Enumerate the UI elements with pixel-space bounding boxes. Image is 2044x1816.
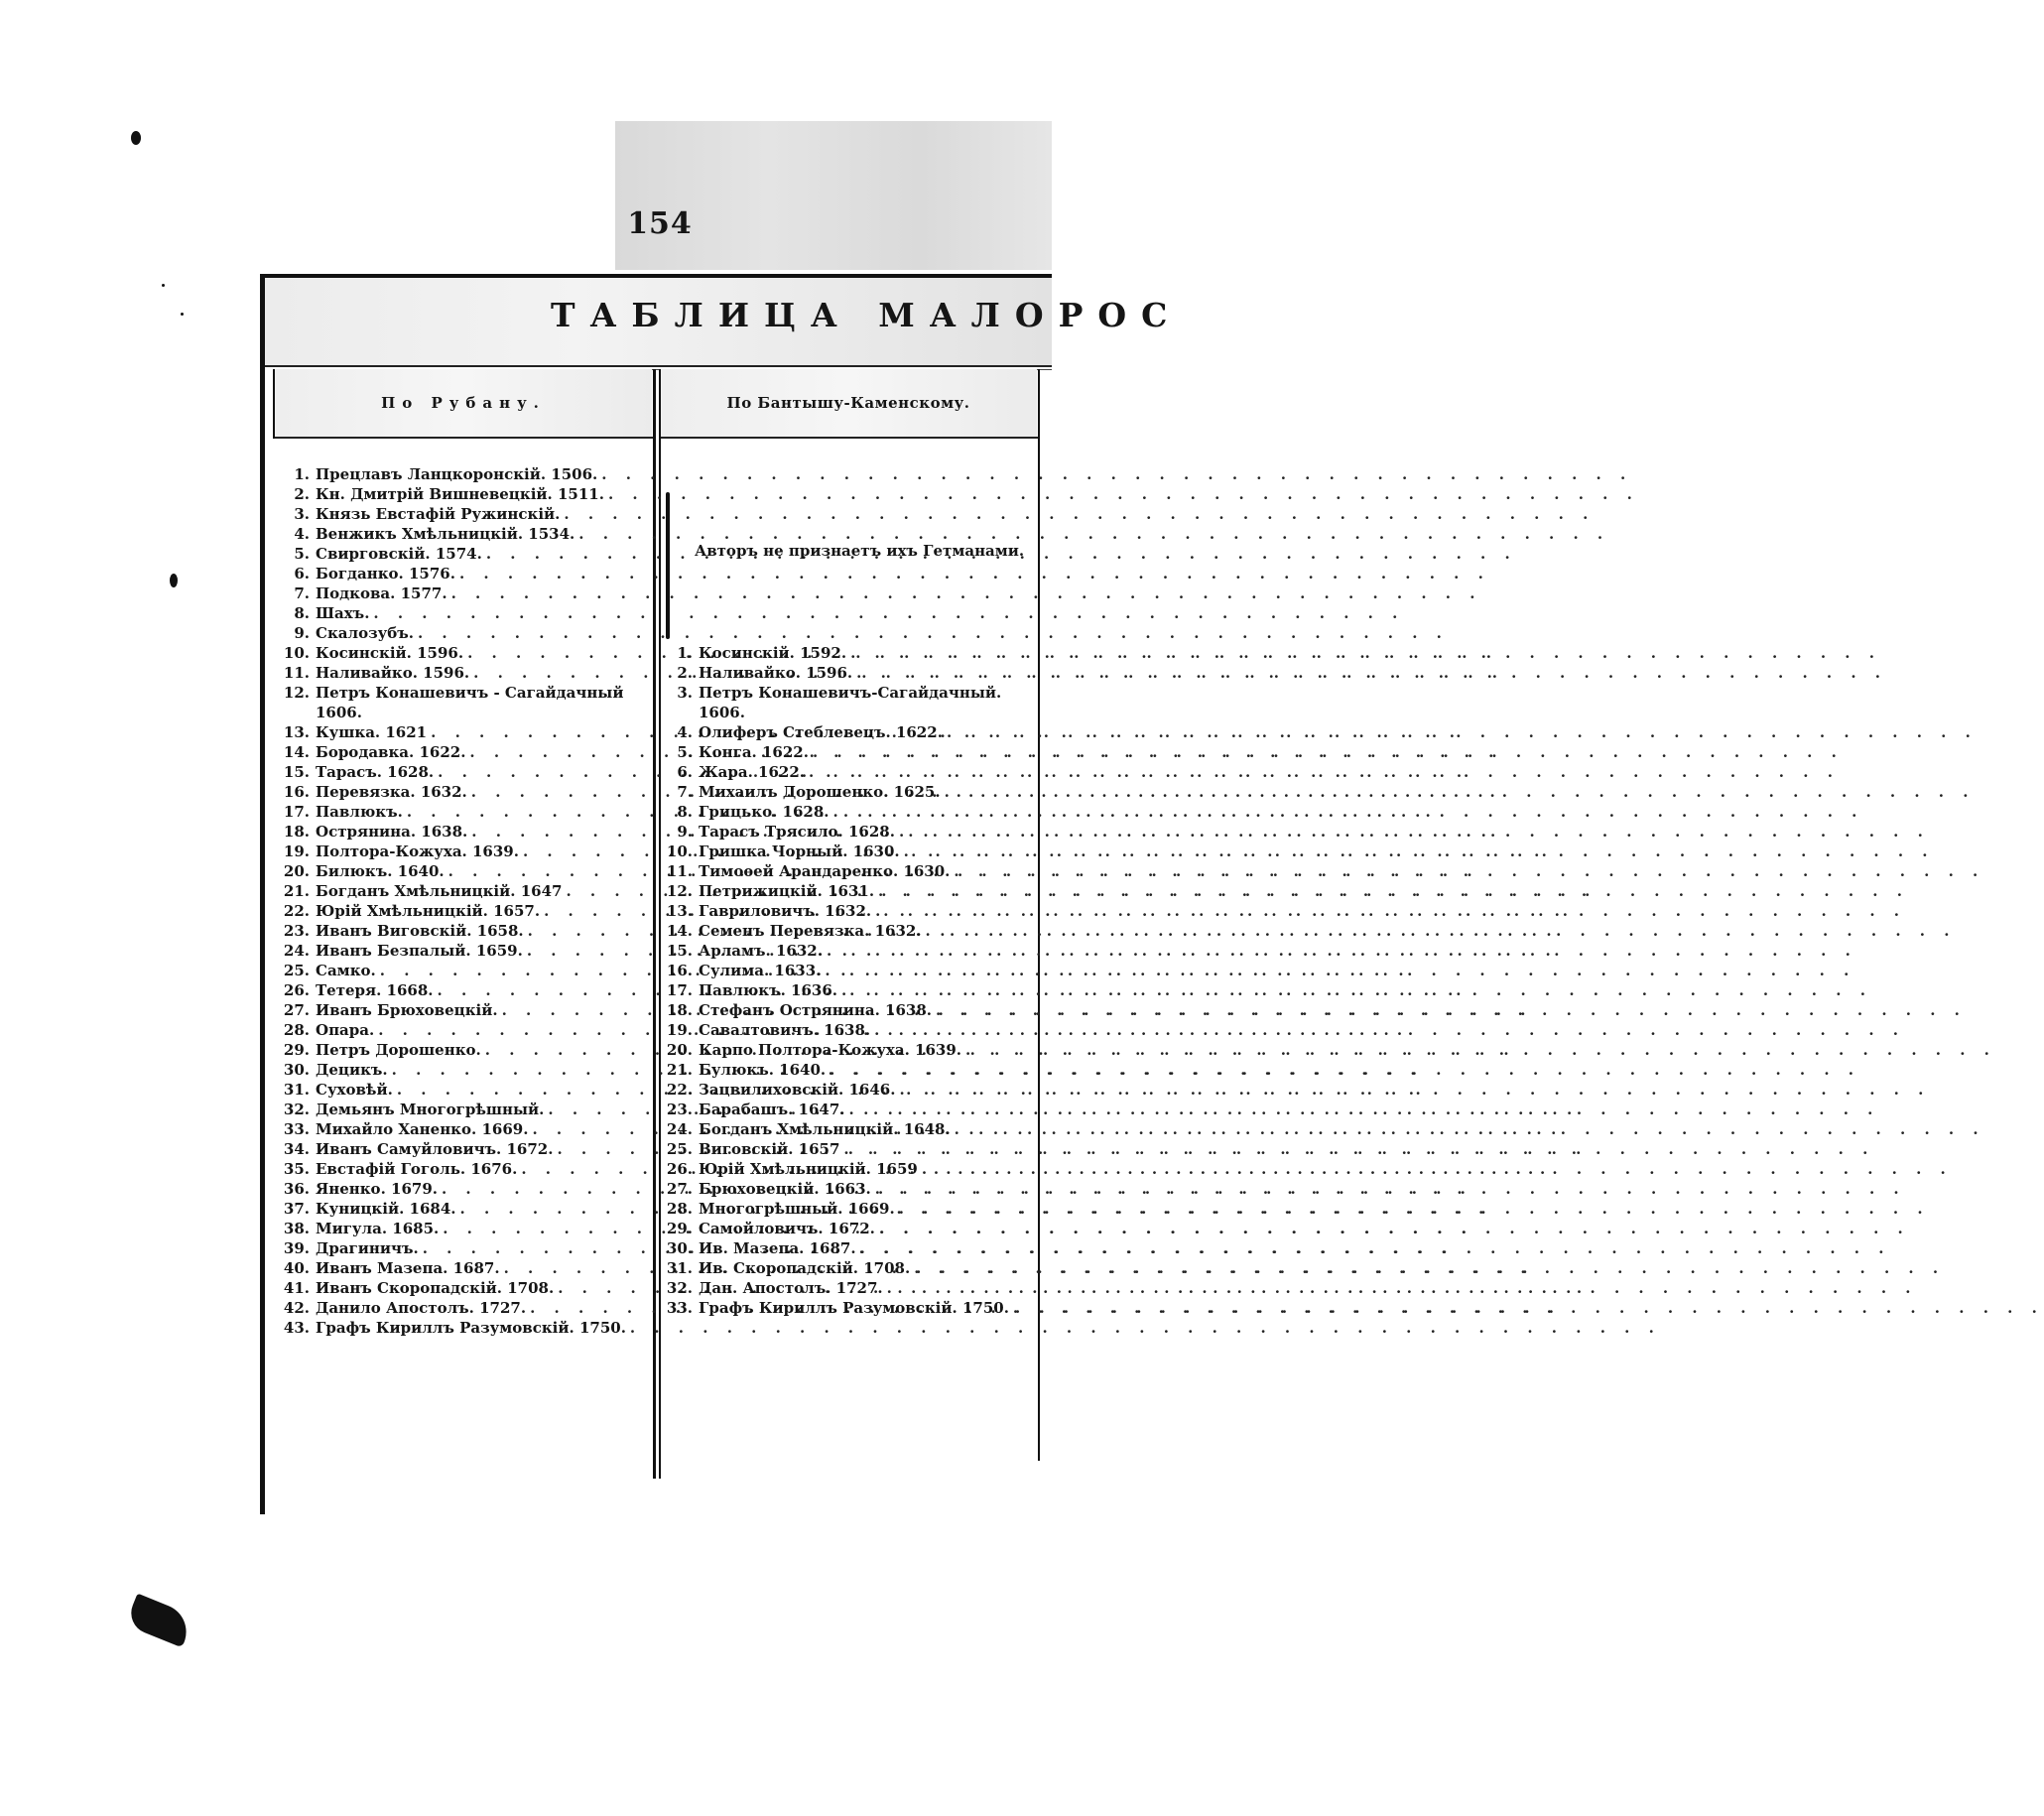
item-number: 21. [283, 882, 310, 900]
item-number: 8. [294, 604, 310, 622]
list-item [657, 762, 1034, 782]
item-text: Иванъ Мазепа. 1687. [316, 1259, 500, 1277]
item-text: Евстафій Гоголь. 1676. [316, 1160, 518, 1178]
item-text: Зацвилиховскій. 1646. [699, 1081, 896, 1099]
list-item [274, 782, 649, 802]
leader-dots [809, 742, 1844, 762]
list-item [274, 564, 649, 584]
ink-blot [125, 1594, 194, 1648]
list-item [657, 782, 1034, 802]
item-text: Графъ Кириллъ Разумовскій. 1750. [699, 1299, 1009, 1317]
list-item [274, 1298, 649, 1318]
item-number: 2. [677, 664, 693, 682]
item-text: Иванъ Безпалый. 1659. [316, 942, 523, 960]
item-number: 6. [294, 565, 310, 583]
item-number: 27. [666, 1180, 693, 1198]
list-item [274, 722, 649, 742]
item-number: 34. [283, 1140, 310, 1158]
list-item [657, 1159, 1034, 1179]
item-number: 10. [666, 843, 693, 860]
item-text: Драгиничъ. [316, 1239, 419, 1257]
list-item [657, 643, 1034, 663]
list-item [657, 1179, 1034, 1199]
right-column-header: По Бантышу-Каменскому. [660, 369, 1037, 437]
item-number: 5. [677, 743, 693, 761]
item-continuation: 1606. [699, 704, 745, 721]
list-item [274, 961, 649, 980]
list-item [657, 1258, 1034, 1278]
right-header-rule [660, 437, 1039, 439]
item-number: 41. [283, 1279, 310, 1297]
list-item [274, 524, 649, 544]
list-item [274, 980, 649, 1000]
leader-dots [837, 980, 1872, 1000]
item-number: 18. [283, 823, 310, 841]
leader-dots [369, 603, 1404, 623]
item-text: Петрижицкій. 1631. [699, 882, 875, 900]
item-text: Виговскій. 1657 [699, 1140, 840, 1158]
item-number: 1. [294, 465, 310, 483]
left-column-header: По Рубану. [275, 369, 652, 437]
item-number: 13. [666, 902, 693, 920]
item-text: Перевязка. 1632. [316, 783, 467, 801]
item-number: 18. [666, 1001, 693, 1019]
list-item [657, 1278, 1034, 1298]
list-item [274, 1060, 649, 1080]
item-number: 31. [283, 1081, 310, 1099]
item-number: 25. [283, 962, 310, 979]
item-number: 4. [677, 723, 693, 741]
item-number: 20. [283, 862, 310, 880]
item-number: 35. [283, 1160, 310, 1178]
list-item [657, 1238, 1034, 1258]
item-number: 23. [283, 922, 310, 940]
item-number: 42. [283, 1299, 310, 1317]
item-number: 16. [283, 783, 310, 801]
list-item [657, 842, 1034, 861]
item-text: Грицько. 1628. [699, 803, 830, 821]
item-text: Князь Евстафій Ружинскій. [316, 505, 561, 523]
list-item [657, 901, 1034, 921]
item-number: 13. [283, 723, 310, 741]
leader-dots [895, 822, 1930, 842]
item-text: Венжикъ Хмѣльницкій. 1534. [316, 525, 575, 543]
leader-dots [829, 802, 1863, 822]
list-item [274, 544, 649, 564]
item-number: 39. [283, 1239, 310, 1257]
item-number: 40. [283, 1259, 310, 1277]
item-number: 22. [666, 1081, 693, 1099]
list-item [657, 1060, 1034, 1080]
list-item [657, 1100, 1034, 1119]
ink-speck [162, 284, 165, 287]
item-number: 7. [677, 783, 693, 801]
item-number: 7. [294, 584, 310, 602]
item-number: 30. [666, 1239, 693, 1257]
bracket [666, 492, 670, 639]
item-number: 12. [666, 882, 693, 900]
item-number: 15. [666, 942, 693, 960]
list-item [657, 961, 1034, 980]
leader-dots [626, 1318, 1661, 1338]
item-number: 2. [294, 485, 310, 503]
item-text: Кн. Дмитрій Вишневецкій. 1511. [316, 485, 604, 503]
item-number: 28. [283, 1021, 310, 1039]
item-text: Богданъ Хмѣльницкій. 1647 [316, 882, 563, 900]
list-item [657, 1219, 1034, 1238]
item-text: Многогрѣшный. 1669. [699, 1200, 895, 1218]
item-text: Юрій Хмѣльницкій. 1657. [316, 902, 541, 920]
item-text: Подкова. 1577. [316, 584, 447, 602]
item-number: 21. [666, 1061, 693, 1079]
item-text: Тетеря. 1668. [316, 981, 434, 999]
item-text: Кушка. 1621 [316, 723, 428, 741]
item-number: 10. [283, 644, 310, 662]
list-item [274, 663, 649, 683]
item-number: 32. [666, 1279, 693, 1297]
item-text: Тарасъ Трясило. 1628. [699, 823, 895, 841]
list-item [274, 742, 649, 762]
item-text: Булюкъ. 1640. [699, 1061, 827, 1079]
table-frame-left [260, 274, 265, 1514]
leader-dots [856, 1238, 1891, 1258]
list-item [274, 901, 649, 921]
item-text: Косинскій. 1592. [699, 644, 847, 662]
item-text: Наливайко. 1596. [316, 664, 470, 682]
item-number: 33. [283, 1120, 310, 1138]
left-column-edge [273, 369, 275, 439]
item-text: Гришка Чорный. 1630. [699, 843, 900, 860]
item-number: 3. [294, 505, 310, 523]
item-text: Иванъ Брюховецкій. [316, 1001, 498, 1019]
list-item [274, 1000, 649, 1020]
list-item [657, 1139, 1034, 1159]
list-item [657, 980, 1034, 1000]
leader-dots [604, 484, 1639, 504]
item-number: 19. [283, 843, 310, 860]
leader-dots [871, 901, 1906, 921]
item-text: Суховѣй. [316, 1081, 393, 1099]
item-text: Петръ Конашевичъ-Сагайдачный. [699, 684, 1002, 702]
leader-dots [845, 1100, 1880, 1119]
leader-dots [821, 961, 1855, 980]
item-number: 25. [666, 1140, 693, 1158]
leader-dots [910, 1258, 1945, 1278]
leader-dots [922, 921, 1957, 941]
list-item [274, 1040, 649, 1060]
leader-dots [918, 1159, 1953, 1179]
item-text: Петръ Дорошенко. [316, 1041, 481, 1059]
list-item [274, 921, 649, 941]
list-item [274, 881, 649, 901]
item-number: 11. [666, 862, 693, 880]
item-text: Острянина. 1638. [316, 823, 468, 841]
list-item [274, 1199, 649, 1219]
item-text: Наливайко. 1596. [699, 664, 853, 682]
list-item [657, 822, 1034, 842]
right-note: Авторъ не признаетъ ихъ Гетманами. [695, 542, 1025, 560]
list-item [274, 842, 649, 861]
item-text: Прецлавъ Ланцкоронскій. 1506. [316, 465, 598, 483]
list-item [274, 643, 649, 663]
item-text: Графъ Кириллъ Разумовскій. 1750. [316, 1319, 626, 1337]
item-text: Савалтовичъ. 1638. [699, 1021, 871, 1039]
leader-dots [846, 643, 1881, 663]
list-item [274, 683, 649, 722]
item-text: Петръ Конашевичъ - Сагайдачный [316, 684, 624, 702]
leader-dots [839, 1139, 1874, 1159]
item-number: 37. [283, 1200, 310, 1218]
leader-dots [870, 1020, 1905, 1040]
ink-speck [181, 313, 184, 316]
leader-dots [895, 1080, 1930, 1100]
item-text: Стефанъ Острянина. 1638. [699, 1001, 933, 1019]
item-text: Павлюкъ. [316, 803, 403, 821]
item-text: Шахъ. [316, 604, 370, 622]
item-text: Павлюкъ. 1636. [699, 981, 838, 999]
item-number: 28. [666, 1200, 693, 1218]
leader-dots [875, 1219, 1910, 1238]
item-number: 26. [666, 1160, 693, 1178]
item-number: 1. [677, 644, 693, 662]
table-title: ТАБЛИЦА МАЛОРОС [551, 296, 1183, 334]
item-text: Гавриловичъ. 1632. [699, 902, 872, 920]
leader-dots [560, 504, 1595, 524]
item-number: 6. [677, 763, 693, 781]
list-item [274, 802, 649, 822]
list-item [274, 1080, 649, 1100]
item-text: Конга. 1622. [699, 743, 809, 761]
item-number: 24. [666, 1120, 693, 1138]
item-text: Иванъ Виговскій. 1658. [316, 922, 524, 940]
list-item [657, 1000, 1034, 1020]
list-item [274, 861, 649, 881]
list-item [274, 822, 649, 842]
list-item [657, 1080, 1034, 1100]
leader-dots [871, 1179, 1906, 1199]
list-item [274, 584, 649, 603]
item-number: 9. [294, 624, 310, 642]
list-item [274, 1318, 649, 1338]
item-text: Тарасъ. 1628. [316, 763, 435, 781]
list-item [657, 1020, 1034, 1040]
leader-dots [895, 1199, 1930, 1219]
list-item [657, 663, 1034, 683]
list-item [274, 504, 649, 524]
item-text: Иванъ Скоропадскій. 1708. [316, 1279, 555, 1297]
item-number: 29. [283, 1041, 310, 1059]
leader-dots [883, 1278, 1918, 1298]
item-number: 38. [283, 1220, 310, 1237]
item-number: 26. [283, 981, 310, 999]
scan-shading [615, 121, 1052, 270]
page-number: 154 [627, 206, 693, 241]
item-number: 33. [666, 1299, 693, 1317]
leader-dots [941, 782, 1976, 802]
leader-dots [1009, 1298, 2044, 1318]
item-number: 3. [677, 684, 693, 702]
list-item [657, 1298, 1034, 1318]
item-number: 19. [666, 1021, 693, 1039]
list-item [274, 623, 649, 643]
item-text: Демьянъ Многогрѣшный. [316, 1101, 545, 1118]
item-text: Жара. 1622. [699, 763, 806, 781]
item-text: Бородавка. 1622. [316, 743, 466, 761]
leader-dots [805, 762, 1840, 782]
item-text: Децикъ. [316, 1061, 388, 1079]
list-item [274, 1100, 649, 1119]
list-item [274, 464, 649, 484]
leader-dots [455, 564, 1490, 584]
list-item [274, 484, 649, 504]
leader-dots [943, 722, 1978, 742]
item-number: 29. [666, 1220, 693, 1237]
list-item [274, 762, 649, 782]
list-item [657, 1199, 1034, 1219]
right-ruler-list [657, 643, 1034, 1318]
item-number: 24. [283, 942, 310, 960]
item-text: Тимоѳей Арандаренко. 1630. [699, 862, 951, 880]
title-rule [265, 365, 1052, 367]
item-text: Опара. [316, 1021, 375, 1039]
item-text: Барабашъ. 1647. [699, 1101, 845, 1118]
list-item [274, 1179, 649, 1199]
item-text: Юрій Хмѣльницкій. 1659 [699, 1160, 918, 1178]
item-number: 8. [677, 803, 693, 821]
leader-dots [932, 1000, 1967, 1020]
item-text: Куницкій. 1684. [316, 1200, 456, 1218]
leader-dots [961, 1040, 1996, 1060]
item-text: Арламъ. 1632. [699, 942, 823, 960]
item-text: Карпо Полтора-Кожуха. 1639. [699, 1041, 962, 1059]
leader-dots [597, 464, 1632, 484]
list-item [274, 1119, 649, 1139]
item-text: Яненко. 1679. [316, 1180, 438, 1198]
item-text: Сулима. 1633. [699, 962, 822, 979]
list-item [657, 881, 1034, 901]
item-number: 43. [283, 1319, 310, 1337]
item-number: 22. [283, 902, 310, 920]
item-text: Данило Апостолъ. 1727. [316, 1299, 527, 1317]
list-item [657, 1040, 1034, 1060]
item-number: 32. [283, 1101, 310, 1118]
item-text: Скалозубъ. [316, 624, 414, 642]
item-text: Иванъ Самуйловичъ. 1672. [316, 1140, 554, 1158]
list-item [274, 1238, 649, 1258]
item-text: Михаилъ Дорошенко. 1625. [699, 783, 941, 801]
item-text: Богданко. 1576. [316, 565, 455, 583]
leader-dots [900, 842, 1935, 861]
item-text: Самко. [316, 962, 376, 979]
list-item [274, 1258, 649, 1278]
item-text: Богданъ Хмѣльницкій. 1648. [699, 1120, 951, 1138]
item-text: Ив. Скоропадскій. 1708. [699, 1259, 911, 1277]
ink-speck [170, 574, 178, 587]
list-item [274, 603, 649, 623]
leader-dots [852, 663, 1887, 683]
leader-dots [823, 941, 1857, 961]
item-number: 36. [283, 1180, 310, 1198]
item-text: Свирговскій. 1574. [316, 545, 482, 563]
list-item [274, 1159, 649, 1179]
leader-dots [874, 881, 1909, 901]
item-number: 14. [283, 743, 310, 761]
item-number: 23. [666, 1101, 693, 1118]
list-item [657, 1119, 1034, 1139]
item-number: 27. [283, 1001, 310, 1019]
item-text: Дан. Апостолъ. 1727. [699, 1279, 883, 1297]
item-number: 9. [677, 823, 693, 841]
item-text: Косинскій. 1596. [316, 644, 464, 662]
leader-dots [950, 861, 1984, 881]
ink-speck [131, 131, 141, 145]
list-item [274, 941, 649, 961]
item-number: 14. [666, 922, 693, 940]
list-item [657, 921, 1034, 941]
list-item [657, 742, 1034, 762]
item-number: 16. [666, 962, 693, 979]
left-header-rule [275, 437, 653, 439]
left-ruler-list [274, 464, 649, 1338]
item-text: Самойловичъ. 1672. [699, 1220, 875, 1237]
list-item [657, 861, 1034, 881]
item-text: Ив. Мазепа. 1687. [699, 1239, 856, 1257]
item-number: 31. [666, 1259, 693, 1277]
item-continuation: 1606. [316, 704, 362, 721]
item-number: 12. [283, 684, 310, 702]
list-item [657, 802, 1034, 822]
item-number: 15. [283, 763, 310, 781]
leader-dots [447, 584, 1482, 603]
item-number: 30. [283, 1061, 310, 1079]
item-text: Брюховецкій. 1663. [699, 1180, 871, 1198]
leader-dots [414, 623, 1449, 643]
list-item [657, 722, 1034, 742]
list-item [274, 1020, 649, 1040]
item-text: Олиферъ Стеблевецъ. 1622. [699, 723, 943, 741]
leader-dots [826, 1060, 1860, 1080]
list-item [274, 1139, 649, 1159]
list-item [274, 1219, 649, 1238]
item-text: Михайло Ханенко. 1669. [316, 1120, 529, 1138]
item-number: 17. [283, 803, 310, 821]
list-item [274, 1278, 649, 1298]
item-number: 4. [294, 525, 310, 543]
item-number: 20. [666, 1041, 693, 1059]
item-number: 5. [294, 545, 310, 563]
item-number: 11. [283, 664, 310, 682]
item-number: 17. [666, 981, 693, 999]
item-text: Мигула. 1685. [316, 1220, 440, 1237]
item-text: Семенъ Перевязка. 1632. [699, 922, 922, 940]
list-item [657, 941, 1034, 961]
item-text: Билюкъ. 1640. [316, 862, 445, 880]
item-text: Полтора-Кожуха. 1639. [316, 843, 519, 860]
leader-dots [951, 1119, 1985, 1139]
list-item [657, 683, 1034, 722]
